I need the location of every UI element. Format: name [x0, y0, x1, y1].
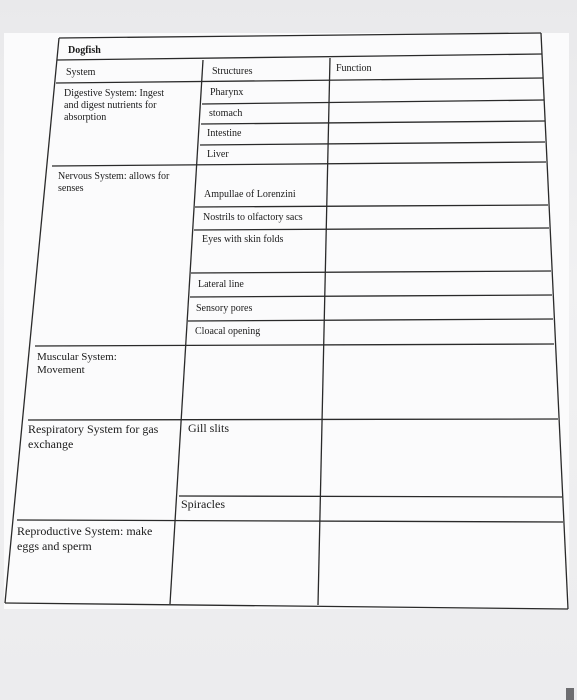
structure-sensory-pores: Sensory pores [196, 303, 253, 314]
header-function: Function [336, 63, 372, 74]
structure-ampullae: Ampullae of Lorenzini [204, 189, 296, 200]
structure-liver: Liver [207, 149, 229, 160]
page-edge-mark [566, 688, 574, 700]
structure-intestine: Intestine [207, 128, 242, 139]
system-digestive: Digestive System: Ingest and digest nutrients for absorption [64, 88, 164, 123]
table-title: Dogfish [68, 45, 101, 56]
structure-spiracles: Spiracles [181, 497, 225, 511]
structure-eyes: Eyes with skin folds [202, 234, 284, 245]
structure-stomach: stomach [209, 108, 243, 119]
structure-nostrils: Nostrils to olfactory sacs [203, 212, 303, 223]
system-nervous: Nervous System: allows for senses [58, 171, 170, 194]
structure-pharynx: Pharynx [210, 87, 244, 98]
header-system: System [66, 67, 96, 78]
structure-lateral-line: Lateral line [198, 279, 244, 290]
system-muscular: Muscular System: Movement [37, 351, 117, 376]
structure-cloacal-opening: Cloacal opening [195, 326, 261, 337]
system-respiratory: Respiratory System for gas exchange [28, 422, 159, 451]
structure-gill-slits: Gill slits [188, 421, 230, 435]
header-structures: Structures [212, 66, 253, 77]
system-reproductive: Reproductive System: make eggs and sperm [17, 524, 153, 553]
